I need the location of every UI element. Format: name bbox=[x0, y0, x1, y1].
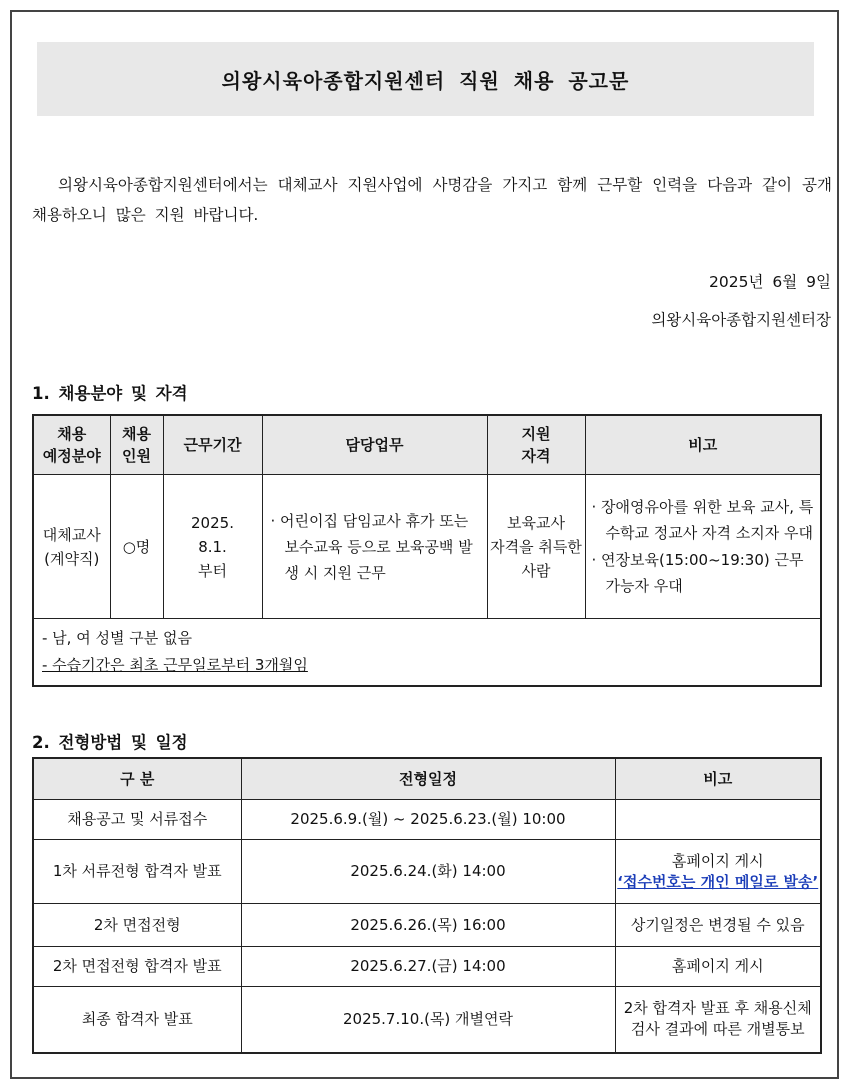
period-cell: 2025. 8.1. 부터 bbox=[163, 475, 262, 619]
table-header-row bbox=[33, 415, 821, 475]
field-cell: 대체교사 (계약직) bbox=[33, 475, 110, 619]
issuing-organization: 의왕시육아종합지원센터장 bbox=[651, 311, 831, 329]
table-notes-row bbox=[33, 619, 821, 687]
title-banner bbox=[37, 42, 814, 116]
schedule-cell: 2025.6.26.(목) 16:00 bbox=[241, 904, 615, 947]
section-2-heading: 2. 전형방법 및 일정 bbox=[32, 733, 188, 752]
note-line: - 남, 여 성별 구분 없음 bbox=[42, 629, 192, 647]
category-cell: 2차 면접전형 합격자 발표 bbox=[33, 947, 241, 987]
category-cell: 최종 합격자 발표 bbox=[33, 987, 241, 1053]
category-cell: 2차 면접전형 bbox=[33, 904, 241, 947]
duty-cell: · 어린이집 담임교사 휴가 또는 보수교육 등으로 보육공백 발생 시 지원 근무 bbox=[262, 475, 487, 619]
schedule-table bbox=[32, 757, 822, 1054]
table-row bbox=[33, 840, 821, 904]
note-cell: 2차 합격자 발표 후 채용신체검사 결과에 따른 개별통보 bbox=[615, 987, 821, 1053]
table-header-row bbox=[33, 758, 821, 800]
table-row bbox=[33, 800, 821, 840]
recruitment-field-table bbox=[32, 414, 822, 687]
qualification-cell: 보육교사 자격을 취득한 사람 bbox=[487, 475, 585, 619]
section-1-heading: 1. 채용분야 및 자격 bbox=[32, 384, 188, 403]
header-count: 채용 인원 bbox=[110, 415, 163, 475]
header-qualification: 지원 자격 bbox=[487, 415, 585, 475]
header-category: 구 분 bbox=[33, 758, 241, 800]
header-period: 근무기간 bbox=[163, 415, 262, 475]
schedule-cell: 2025.6.24.(화) 14:00 bbox=[241, 840, 615, 904]
page-title: 의왕시육아종합지원센터 직원 채용 공고문 bbox=[221, 68, 630, 93]
notice-emphasis: ‘접수번호는 개인 메일로 발송’ bbox=[617, 872, 819, 891]
category-cell: 채용공고 및 서류접수 bbox=[33, 800, 241, 840]
intro-paragraph: 의왕시육아종합지원센터에서는 대체교사 지원사업에 사명감을 가지고 함께 근무할 인력을 다음과 같이 공개 채용하오니 많은 지원 바랍니다. bbox=[32, 176, 832, 224]
count-cell: ○명 bbox=[110, 475, 163, 619]
notice-date: 2025년 6월 9일 bbox=[709, 273, 831, 291]
note-cell: 상기일정은 변경될 수 있음 bbox=[615, 904, 821, 947]
note-line-underlined: - 수습기간은 최초 근무일로부터 3개월임 bbox=[42, 656, 308, 674]
note-item: · 장애영유아를 위한 보육 교사, 특수학교 정교사 자격 소지자 우대 bbox=[591, 497, 814, 542]
table-row bbox=[33, 904, 821, 947]
category-cell: 1차 서류전형 합격자 발표 bbox=[33, 840, 241, 904]
notice-page bbox=[10, 10, 839, 1079]
header-schedule: 전형일정 bbox=[241, 758, 615, 800]
table-row bbox=[33, 475, 821, 619]
table-row bbox=[33, 987, 821, 1053]
note-cell bbox=[615, 800, 821, 840]
table-row bbox=[33, 947, 821, 987]
note-cell: 홈페이지 게시 bbox=[615, 947, 821, 987]
note-cell: 홈페이지 게시 ‘접수번호는 개인 메일로 발송’ bbox=[615, 840, 821, 904]
header-note: 비고 bbox=[615, 758, 821, 800]
note-cell bbox=[585, 475, 821, 619]
schedule-cell: 2025.6.9.(월) ~ 2025.6.23.(월) 10:00 bbox=[241, 800, 615, 840]
header-note: 비고 bbox=[585, 415, 821, 475]
notes-cell bbox=[33, 619, 821, 687]
schedule-cell: 2025.7.10.(목) 개별연락 bbox=[241, 987, 615, 1053]
schedule-cell: 2025.6.27.(금) 14:00 bbox=[241, 947, 615, 987]
header-field: 채용 예정분야 bbox=[33, 415, 110, 475]
header-duty: 담당업무 bbox=[262, 415, 487, 475]
note-item: · 연장보육(15:00~19:30) 근무 가능자 우대 bbox=[591, 550, 804, 595]
